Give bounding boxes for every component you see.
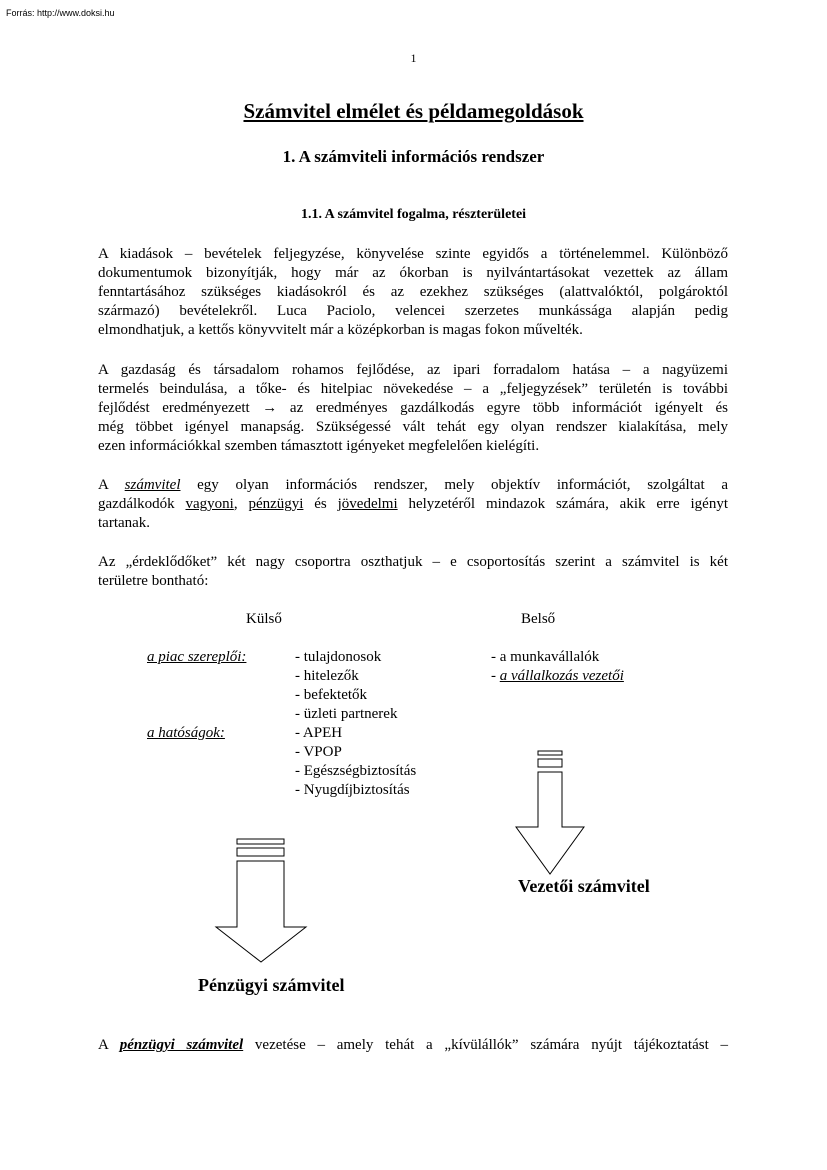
list-item: - tulajdonosok: [295, 649, 382, 665]
text-line: gazdálkodók vagyoni, pénzügyi és jövedelmi helyzetéről mindazok számára, akik erre igényt: [98, 496, 729, 512]
source-label: Forrás: http://www.doksi.hu: [6, 8, 115, 18]
section-heading: 1.1. A számvitel fogalma, részterületei: [300, 207, 527, 222]
text-line: származó) bevételekről. Luca Paciolo, velencei szerzetes munkássága alapján pedig: [98, 303, 728, 319]
financial-accounting-caption: Pénzügyi számvitel: [198, 975, 345, 995]
down-arrow-icon: [514, 750, 586, 876]
paragraph-financial-accounting: [98, 1036, 728, 1055]
text-line: elmondhatjuk, a kettős könyvvitelt már a középkorban is magas fokon művelték.: [98, 322, 583, 338]
paragraph-development: [98, 361, 728, 456]
term-penzugyi-szamvitel: pénzügyi számvitel: [119, 1037, 244, 1053]
paragraph-groups: [98, 553, 728, 591]
market-participants-label: a piac szereplői:: [147, 649, 247, 665]
term-vagyoni: vagyoni: [185, 496, 234, 512]
text-line: még többet igényel manapság. Szükségessé vált tehát egy olyan rendszer kialakítása, mely: [98, 419, 728, 435]
text-line: A gazdaság és társadalom rohamos fejlődése, az ipari forradalom hatása – a nagyüzemi: [98, 362, 728, 378]
internal-header: Belső: [521, 611, 556, 627]
term-penzugyi: pénzügyi: [248, 496, 304, 512]
text-line: fejlődést eredményezett → az eredményes gazdálkodás egyre több információt igényelt és: [98, 400, 728, 416]
paragraph-history: [98, 245, 728, 340]
text-line: dokumentumok bizonyítják, hogy már az ókorban is nyilvántartásokat vezettek az állam: [98, 265, 728, 281]
term-jovedelmi: jövedelmi: [337, 496, 398, 512]
text-line: A kiadások – bevételek feljegyzése, könyvelése szinte egyidős a történelemmel. Különböző: [98, 246, 728, 262]
management-accounting-caption: Vezetői számvitel: [518, 876, 650, 896]
chapter-heading: 1. A számviteli információs rendszer: [282, 147, 545, 166]
list-item: - befektetők: [295, 687, 368, 703]
external-header: Külső: [246, 611, 282, 627]
page-number: 1: [410, 51, 417, 65]
text-line: területre bontható:: [98, 573, 209, 589]
list-item: - Egészségbiztosítás: [295, 763, 417, 779]
paragraph-definition: [98, 476, 728, 533]
down-arrow-icon: [214, 838, 308, 964]
page-title: Számvitel elmélet és példamegoldások: [243, 99, 584, 123]
list-item: - üzleti partnerek: [295, 706, 398, 722]
text-line: ezen információkkal szemben támasztott igényeket megfelelően kielégíti.: [98, 438, 540, 454]
text-line: tartanak.: [98, 515, 151, 531]
text-line: termelés beindulása, a tőke- és hitelpiac növekedése – a „feljegyzések” területén is további: [98, 381, 728, 397]
text-line: fenntartásához szükséges kiadásokról és az ezekhez szükséges (alattvalóktól, polgároktól: [98, 284, 728, 300]
authorities-label: a hatóságok:: [147, 725, 225, 741]
list-item: - a munkavállalók: [491, 649, 600, 665]
list-item: - Nyugdíjbiztosítás: [295, 782, 410, 798]
text-line: A pénzügyi számvitel vezetése – amely tehát a „kívülállók” számára nyújt tájékoztatást –: [98, 1037, 728, 1053]
list-item: - VPOP: [295, 744, 342, 760]
list-item: - a vállalkozás vezetői: [491, 668, 624, 684]
list-item: - hitelezők: [295, 668, 359, 684]
term-szamvitel: számvitel: [124, 477, 181, 493]
text-line: A számvitel egy olyan információs rendszer, mely objektív információt, szolgáltat a: [98, 477, 728, 493]
text-line: Az „érdeklődőket” két nagy csoportra oszthatjuk – e csoportosítás szerint a számvitel is két: [98, 554, 728, 570]
list-item: - APEH: [295, 725, 343, 741]
